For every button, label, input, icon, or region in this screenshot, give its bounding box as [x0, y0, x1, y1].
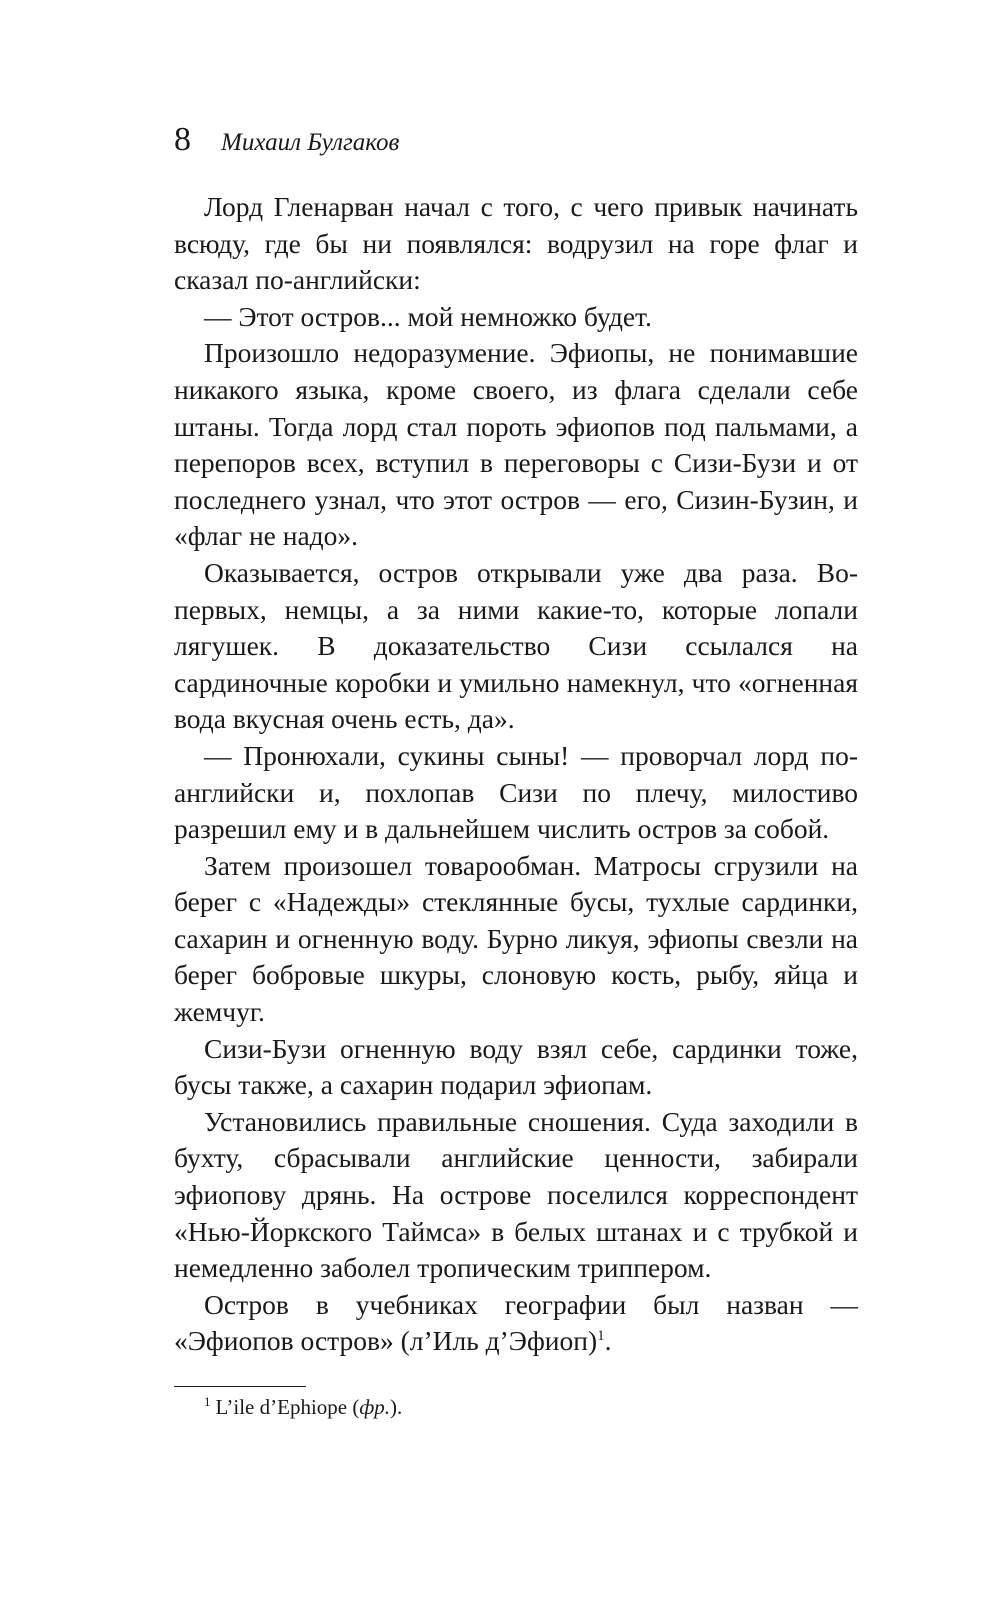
paragraph-last: Остров в учебниках географии был назван — «Эфиопов остров» (л’Иль д’Эфиоп)$^1$. — [174, 1288, 858, 1357]
footnote-mark: 1 — [204, 1394, 211, 1409]
page-number: 8 — [174, 121, 191, 158]
footnote-divider — [174, 1386, 306, 1387]
body-text — [174, 189, 858, 1360]
paragraph: Лорд Гленарван начал с того, с чего привык начинать всюду, где бы ни появлялся: водрузил на горе флаг и сказал по-английски: — [174, 191, 858, 296]
author-name: Михаил Булгаков — [221, 129, 400, 156]
paragraph: Затем произошел товарообман. Матросы сгрузили на берег с «Надежды» стеклянные бусы, тухлые сардинки, сахарин и огненную воду. Бурно ликуя, эфиопы свезли на берег бобровые шкуры, слоновую кость, рыбу, яйца и жемчуг. — [174, 849, 858, 1028]
footnote-text: L’ile d’Ephiope — [215, 1395, 348, 1419]
paragraph: Сизи-Бузи огненную воду взял себе, сардинки тоже, бусы также, а сахарин подарил эфиопам. — [174, 1032, 858, 1101]
paragraph: Установились правильные сношения. Суда заходили в бухту, сбрасывали английские ценности, забирали эфиопову дрянь. На острове поселился корреспондент «Нью-Йоркского Таймса» в белых штанах и с трубкой и немедленно заболел тропическим триппером. — [174, 1105, 858, 1284]
paragraph: Произошло недоразумение. Эфиопы, не понимавшие никакого языка, кроме своего, из флага сделали себе штаны. Тогда лорд стал пороть эфиопов под пальмами, а перепоров всех, вступил в переговоры с Сизи-Бузи и от последнего узнал, что этот остров — его, Сизин-Бузин, и «флаг не надо». — [174, 337, 858, 552]
footnote-close-paren: ). — [390, 1395, 403, 1419]
paragraph: — Пронюхали, сукины сыны! — проворчал лорд по-английски и, похлопав Сизи по плечу, милостиво разрешил ему и в дальнейшем числить остров за собой. — [174, 739, 858, 845]
running-head — [174, 116, 399, 164]
footnote-open-paren: ( — [352, 1395, 360, 1419]
paragraph: — Этот остров... мой немножко будет. — [204, 300, 652, 332]
footnote-language-abbr: фр. — [359, 1395, 391, 1419]
footnote — [204, 1392, 402, 1422]
footnote-reference[interactable]: 1 — [597, 1328, 605, 1345]
paragraph: Оказывается, остров открывали уже два раза. Во-первых, немцы, а за ними какие-то, которые лопали лягушек. В доказательство Сизи ссылался на сардиночные коробки и умильно намекнул, что «огненная вода вкусная очень есть, да». — [174, 556, 858, 735]
paragraph-text: Остров в учебниках географии был назван — «Эфиопов остров» (л’Иль д’Эфиоп) — [174, 1288, 858, 1357]
